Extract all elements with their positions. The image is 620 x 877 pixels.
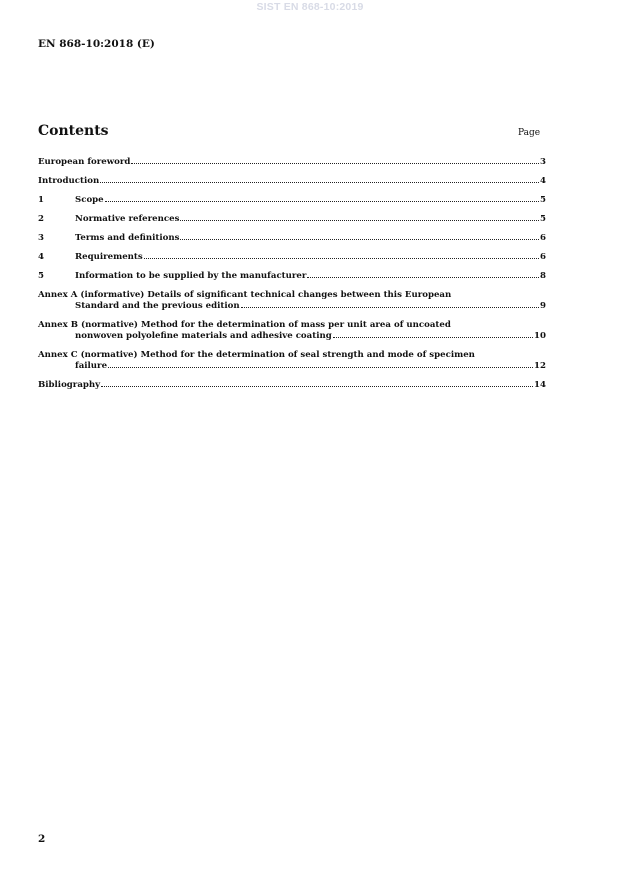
toc-entry-title[interactable]: Requirements bbox=[75, 252, 143, 262]
toc-entry-page: 3 bbox=[540, 157, 546, 167]
page-column-label: Page bbox=[518, 128, 541, 138]
toc-entry-page: 5 bbox=[540, 195, 546, 205]
leader-dots bbox=[180, 239, 539, 240]
toc-entry-terms-and-definitions[interactable] bbox=[38, 233, 546, 244]
toc-entry-title[interactable]: Annex A (informative) Details of significant technical changes between this European bbox=[38, 290, 452, 300]
toc-entry-page: 9 bbox=[540, 301, 546, 311]
toc-entry-bibliography[interactable] bbox=[38, 380, 546, 391]
toc-entry-number: 2 bbox=[38, 214, 44, 224]
leader-dots bbox=[333, 337, 533, 338]
toc-entry-page: 14 bbox=[534, 380, 546, 390]
toc-entry-annex-c[interactable] bbox=[38, 350, 546, 372]
toc-entry-page: 6 bbox=[540, 252, 546, 262]
toc-entry-title[interactable]: Introduction bbox=[38, 176, 100, 186]
toc-entry-european-foreword[interactable] bbox=[38, 157, 546, 168]
toc-entry-introduction[interactable] bbox=[38, 176, 546, 187]
toc-entry-title[interactable]: Information to be supplied by the manufacturer bbox=[75, 271, 307, 281]
toc-entry-title[interactable]: Terms and definitions bbox=[75, 233, 180, 243]
toc-entry-page: 6 bbox=[540, 233, 546, 243]
toc-entry-title[interactable]: Bibliography bbox=[38, 380, 101, 390]
table-of-contents bbox=[38, 157, 546, 399]
leader-dots bbox=[100, 182, 539, 183]
toc-entry-normative-references[interactable] bbox=[38, 214, 546, 225]
page-number: 2 bbox=[38, 833, 46, 845]
contents-title: Contents bbox=[38, 123, 109, 139]
leader-dots bbox=[307, 277, 539, 278]
toc-entry-number: 1 bbox=[38, 195, 44, 205]
leader-dots bbox=[241, 307, 539, 308]
leader-dots bbox=[144, 258, 539, 259]
toc-entry-page: 4 bbox=[540, 176, 546, 186]
toc-entry-title[interactable]: Normative references bbox=[75, 214, 180, 224]
toc-entry-title[interactable]: European foreword bbox=[38, 157, 131, 167]
toc-entry-title-continued[interactable]: failure bbox=[75, 361, 108, 371]
toc-entry-number: 4 bbox=[38, 252, 44, 262]
toc-entry-requirements[interactable] bbox=[38, 252, 546, 263]
toc-entry-title[interactable]: Annex B (normative) Method for the determination of mass per unit area of uncoated bbox=[38, 320, 451, 330]
toc-entry-scope[interactable] bbox=[38, 195, 546, 206]
leader-dots bbox=[105, 201, 539, 202]
toc-entry-title-continued[interactable]: Standard and the previous edition bbox=[75, 301, 240, 311]
leader-dots bbox=[101, 386, 533, 387]
toc-entry-page: 12 bbox=[534, 361, 546, 371]
leader-dots bbox=[180, 220, 539, 221]
leader-dots bbox=[108, 367, 533, 368]
toc-entry-page: 8 bbox=[540, 271, 546, 281]
toc-entry-annex-b[interactable] bbox=[38, 320, 546, 342]
watermark: SIST EN 868-10:2019 bbox=[256, 1, 364, 13]
toc-entry-title[interactable]: Annex C (normative) Method for the determination of seal strength and mode of specimen bbox=[38, 350, 475, 360]
toc-entry-information-supplied[interactable] bbox=[38, 271, 546, 282]
toc-entry-number: 5 bbox=[38, 271, 44, 281]
toc-entry-page: 5 bbox=[540, 214, 546, 224]
toc-entry-title[interactable]: Scope bbox=[75, 195, 104, 205]
toc-entry-title-continued[interactable]: nonwoven polyolefine materials and adhesive coating bbox=[75, 331, 332, 341]
toc-entry-annex-a[interactable] bbox=[38, 290, 546, 312]
leader-dots bbox=[131, 163, 539, 164]
toc-entry-number: 3 bbox=[38, 233, 44, 243]
document-id: EN 868-10:2018 (E) bbox=[38, 38, 155, 50]
toc-entry-page: 10 bbox=[534, 331, 546, 341]
